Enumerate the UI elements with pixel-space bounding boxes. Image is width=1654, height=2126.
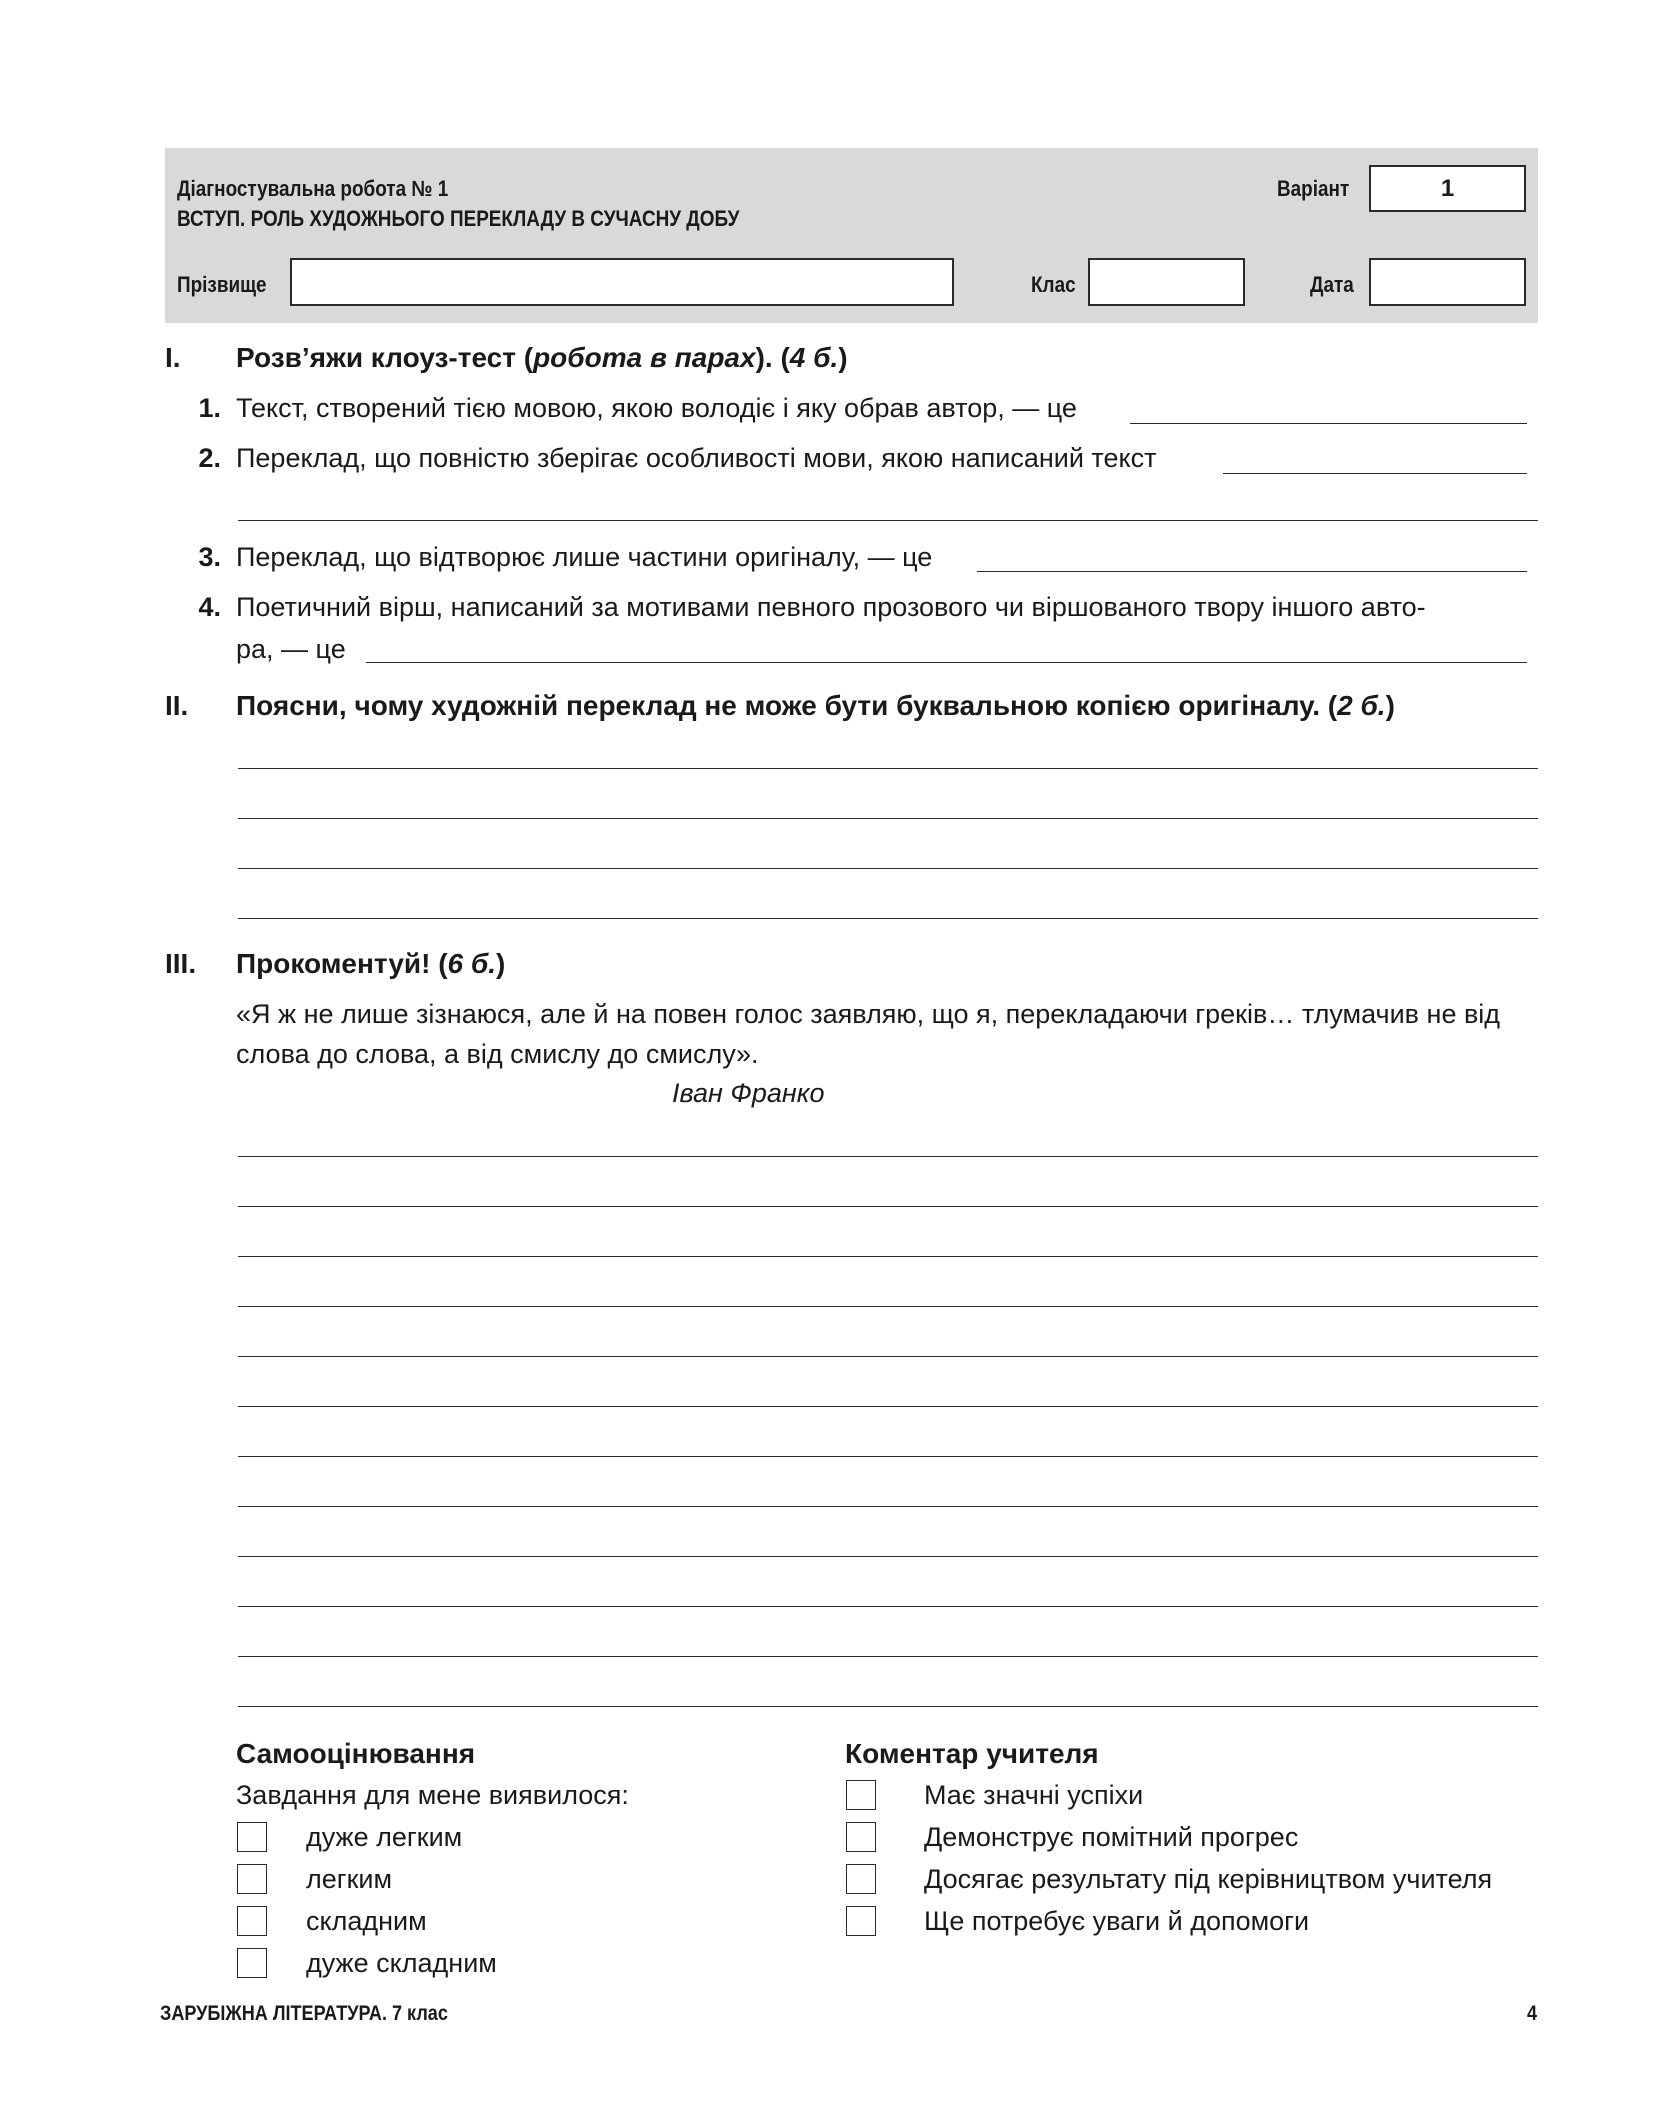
checkbox-very-easy[interactable] <box>237 1822 267 1852</box>
option-label: дуже легким <box>306 1822 463 1852</box>
answer-line[interactable] <box>238 1356 1538 1357</box>
answer-line[interactable] <box>238 1256 1538 1257</box>
checkbox-very-difficult[interactable] <box>237 1948 267 1978</box>
answer-line[interactable] <box>238 1556 1538 1557</box>
item-text: Переклад, що відтворює лише частини оригіналу, — це <box>236 542 933 572</box>
option-label: Ще потребує уваги й допомоги <box>924 1906 1310 1936</box>
answer-line[interactable] <box>238 1156 1538 1157</box>
item-number: 4. <box>198 592 221 622</box>
answer-line[interactable] <box>977 571 1527 572</box>
answer-line[interactable] <box>1130 423 1527 424</box>
work-title: Діагностувальна робота № 1 <box>177 176 449 201</box>
task2-number: II. <box>165 690 189 721</box>
surname-label: Прізвище <box>177 272 267 297</box>
task2-title: Поясни, чому художній переклад не може бути буквальною копією оригіналу. (2 б.) <box>236 690 1395 721</box>
task3-number: III. <box>165 948 197 979</box>
work-topic: ВСТУП. РОЛЬ ХУДОЖНЬОГО ПЕРЕКЛАДУ В СУЧАСНУ ДОБУ <box>177 206 740 231</box>
quote-author: Іван Франко <box>672 1078 825 1108</box>
item-text: Переклад, що повністю зберігає особливості мови, якою написаний текст <box>236 443 1157 473</box>
answer-line[interactable] <box>238 868 1538 869</box>
variant-box <box>1369 165 1526 212</box>
answer-line[interactable] <box>238 1606 1538 1607</box>
answer-line[interactable] <box>366 662 1527 663</box>
answer-line[interactable] <box>238 1506 1538 1507</box>
teacher-comment-title: Коментар учителя <box>845 1738 1099 1769</box>
answer-line[interactable] <box>238 1206 1538 1207</box>
answer-line[interactable] <box>238 818 1538 819</box>
date-field[interactable] <box>1369 258 1526 306</box>
answer-line[interactable] <box>238 1656 1538 1657</box>
item-text-continued: ра, — це <box>236 634 346 664</box>
answer-line[interactable] <box>238 918 1538 919</box>
item-number: 2. <box>198 443 221 473</box>
quote-text: «Я ж не лише зізнаюся, але й на повен голос заявляю, що я, перекладаючи греків… тлумачив не від слова до слова, а від смислу до смислу». <box>236 999 1501 1069</box>
answer-line[interactable] <box>238 1456 1538 1457</box>
item-number: 3. <box>198 542 221 572</box>
checkbox-significant-success[interactable] <box>846 1780 876 1810</box>
option-label: Досягає результату під керівництвом учителя <box>924 1864 1493 1894</box>
answer-line[interactable] <box>238 1306 1538 1307</box>
checkbox-difficult[interactable] <box>237 1906 267 1936</box>
class-field[interactable] <box>1088 258 1245 306</box>
checkbox-needs-help[interactable] <box>846 1906 876 1936</box>
answer-line[interactable] <box>1223 473 1527 474</box>
item-text: Текст, створений тією мовою, якою володіє і яку обрав автор, — це <box>236 393 1077 423</box>
option-label: Має значні успіхи <box>924 1780 1144 1810</box>
date-label: Дата <box>1310 272 1354 297</box>
task3-title: Прокоментуй! (6 б.) <box>236 948 506 979</box>
answer-line[interactable] <box>238 1406 1538 1407</box>
page-number: 4 <box>1527 2002 1538 2025</box>
option-label: Демонструє помітний прогрес <box>924 1822 1299 1852</box>
option-label: дуже складним <box>306 1948 497 1978</box>
surname-field[interactable] <box>290 258 954 306</box>
self-assessment-subtitle: Завдання для мене виявилося: <box>236 1780 629 1810</box>
answer-line[interactable] <box>238 768 1538 769</box>
option-label: легким <box>306 1864 393 1894</box>
variant-label: Варіант <box>1277 176 1350 201</box>
footer-subject: ЗАРУБІЖНА ЛІТЕРАТУРА. 7 клас <box>160 2002 448 2025</box>
checkbox-guided-result[interactable] <box>846 1864 876 1894</box>
variant-value: 1 <box>1440 174 1455 202</box>
class-label: Клас <box>1031 272 1076 297</box>
answer-line[interactable] <box>238 1706 1538 1707</box>
checkbox-easy[interactable] <box>237 1864 267 1894</box>
answer-line[interactable] <box>238 520 1538 521</box>
task1-number: I. <box>165 342 181 373</box>
task1-title: Розв’яжи клоуз-тест (робота в парах). (4 б.) <box>236 342 848 373</box>
item-text: Поетичний вірш, написаний за мотивами певного прозового чи віршованого твору іншого авто- <box>236 592 1426 622</box>
checkbox-noticeable-progress[interactable] <box>846 1822 876 1852</box>
self-assessment-title: Самооцінювання <box>236 1738 476 1769</box>
option-label: складним <box>306 1906 427 1936</box>
item-number: 1. <box>198 393 221 423</box>
